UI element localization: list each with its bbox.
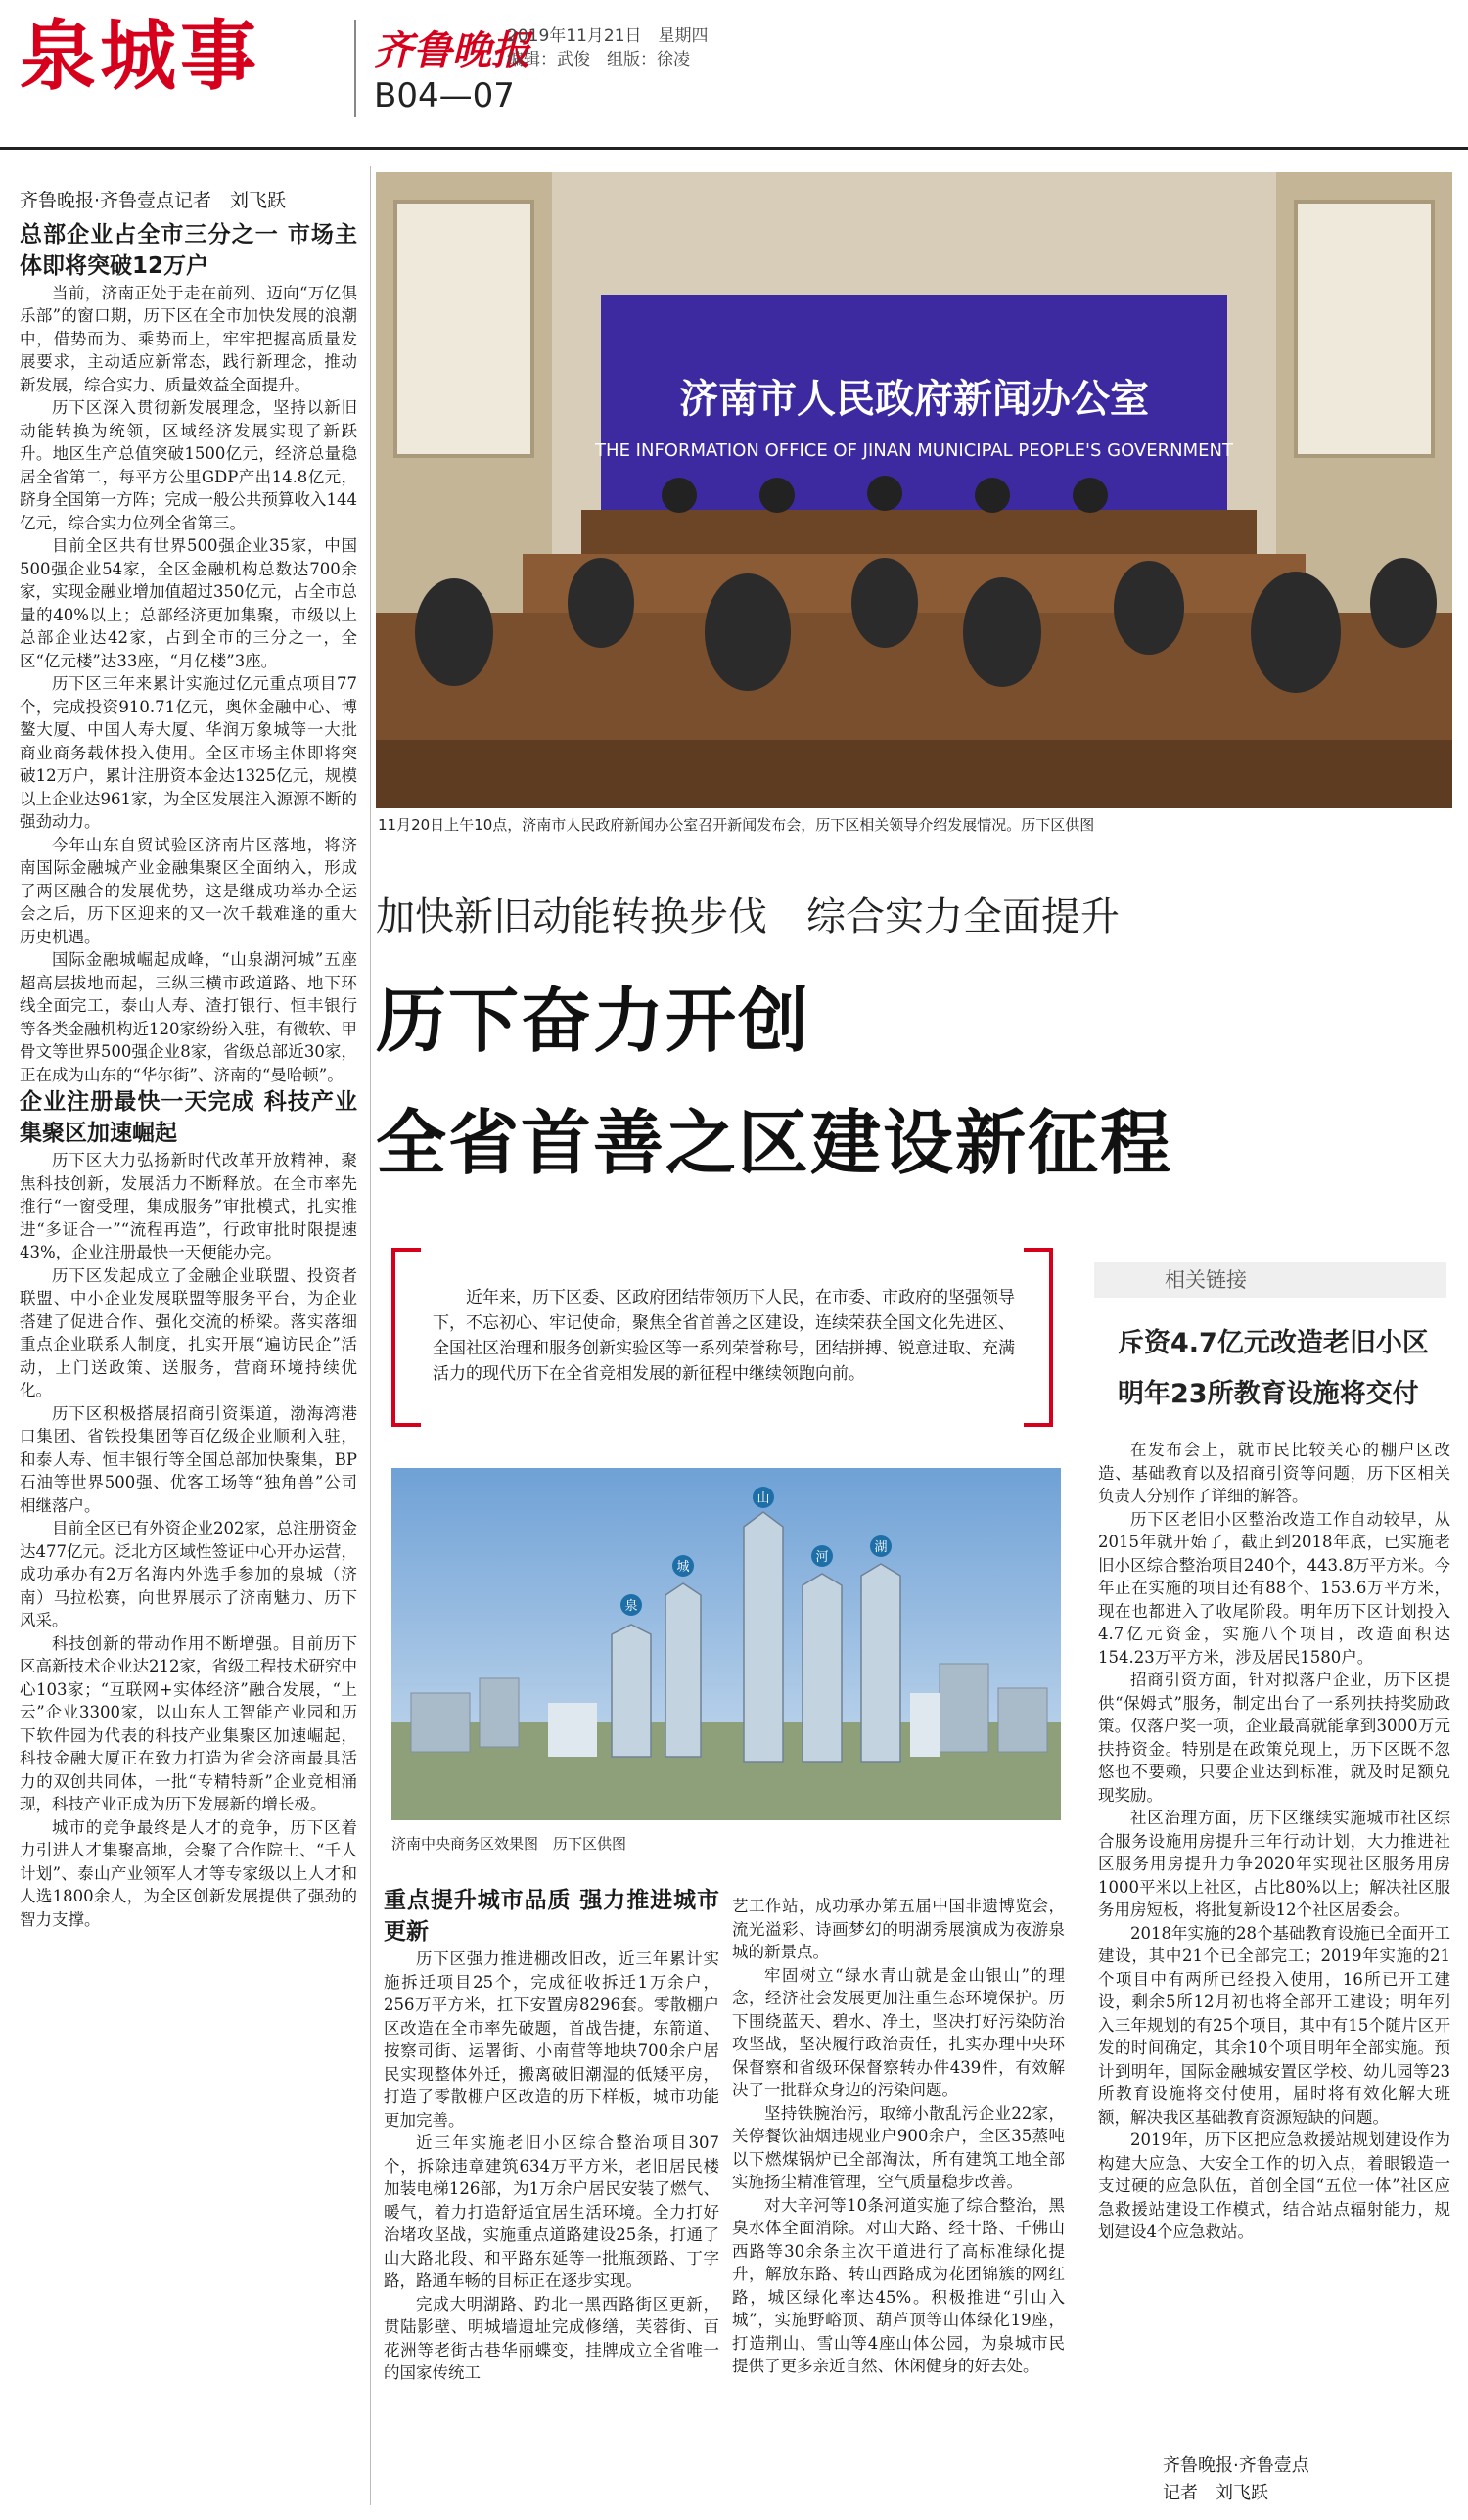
page-number: B04—07: [374, 76, 515, 115]
article-paragraph: 今年山东自贸试验区济南片区落地，将济南国际金融城产业金融集聚区全面纳入，形成了两区融合的发展优势，这是继成功举办全运会之后，历下区迎来的又一次千载难逢的重大历史机遇。: [20, 835, 357, 946]
masthead-rule: [0, 147, 1468, 150]
lead-bracket-right: [1024, 1248, 1053, 1427]
cbd-photo-caption: 济南中央商务区效果图 历下区供图: [391, 1835, 627, 1853]
issue-date: 2019年11月21日 星期四: [507, 26, 709, 46]
signature-outlet: 齐鲁晚报·齐鲁壹点: [1163, 2455, 1309, 2476]
left-subhead-2: 企业注册最快一天完成 科技产业集聚区加速崛起: [20, 1089, 357, 1146]
article-paragraph: 对大辛河等10条河道实施了综合整治，黑臭水体全面消除。对山大路、经十路、千佛山西路等30余条主次干道进行了高标准绿化提升，解放东路、转山西路成为花团锦簇的网红路，城区绿化率达45%。积极推进“引山入城”，实施野峪顶、葫芦顶等山体绿化19座，打造荆山、雪山等4座山体公园，为泉城市民提供了更多亲近自然、休闲健身的好去处。: [732, 2195, 1065, 2375]
banner-subtitle: THE INFORMATION OFFICE OF JINAN MUNICIPAL PEOPLE'S GOVERNMENT: [595, 440, 1233, 461]
article-paragraph: 国际金融城崛起成峰，“山泉湖河城”五座超高层拔地而起，三纵三横市政道路、地下环线全面完工，泰山人寿、渣打银行、恒丰银行等各类金融机构近120家纷纷入驻，有微软、甲骨文等世界500强企业8家，省级总部近30家，正在成为山东的“华尔街”、济南的“曼哈顿”。: [20, 950, 357, 1084]
editor-credits: 编辑：武俊 组版：徐凌: [507, 50, 690, 69]
article-paragraph: 历下区深入贯彻新发展理念，坚持以新旧动能转换为统领，区域经济发展实现了新跃升。地区生产总值突破1500亿元，经济总量稳居全省第二，每平方公里GDP产出14.8亿元，跻身全国第一方阵；完成一般公共预算收入144亿元，综合实力位列全省第三。: [20, 398, 357, 532]
article-paragraph: 历下区老旧小区整治改造工作自动较早，从2015年就开始了，截止到2018年底，已实施老旧小区综合整治项目240个，443.8万平方米。今年正在实施的项目还有88个、153.6万平方米，现在也都进入了收尾阶段。明年历下区计划投入4.7亿元资金，实施八个项目，改造面积达154.23万平方米，涉及居民1580户。: [1098, 1509, 1450, 1667]
article-paragraph: 历下区积极搭展招商引资渠道，渤海湾港口集团、省铁投集团等百亿级企业顺利入驻，和泰人寿、恒丰银行等全国总部加快聚集，BP石油等世界500强、优客工场等“独角兽”公司相继落户。: [20, 1403, 357, 1515]
article-paragraph: 招商引资方面，针对拟落户企业，历下区提供“保姆式”服务，制定出台了一系列扶持奖励政策。仅落户奖一项，企业最高就能拿到3000万元扶持资金。特别是在政策兑现上，历下区既不忽悠也不要赖，只要企业达到标准，就及时足额兑现奖励。: [1098, 1671, 1450, 1805]
tower-label: 湖: [874, 1540, 888, 1555]
article-paragraph: 社区治理方面，历下区继续实施城市社区综合服务设施用房提升三年行动计划，大力推进社区服务用房提升力争2020年实现社区服务用房1000平米以上社区，占比80%以上；解决社区服务用房短板，将批复新设12个社区居委会。: [1098, 1809, 1450, 1919]
article-paragraph: 艺工作站，成功承办第五届中国非遗博览会，流光溢彩、诗画梦幻的明湖秀展演成为夜游泉城的新景点。: [732, 1897, 1065, 1961]
cbd-rendering-photo: [391, 1468, 1061, 1820]
article-paragraph: 2018年实施的28个基础教育设施已全面开工建设，其中21个已全部完工；2019年实施的21个项目中有两所已经投入使用，16所已开工建设，剩余5所12月初也将全部开工建设；明年列入三年规划的有25个项目，其中有15个随片区开发的时间确定，其余10个项目明年全部实施。预计到明年，国际金融城安置区学校、幼儿园等23所教育设施将交付使用，届时将有效化解大班额，解决我区基础教育资源短缺的问题。: [1098, 1923, 1450, 2127]
article-paragraph: 当前，济南正处于走在前列、迈向“万亿俱乐部”的窗口期，历下区在全市加快发展的浪潮中，借势而为、乘势而上，牢牢把握高质量发展要求，主动适应新常态，践行新理念，推动新发展，综合实力、质量效益全面提升。: [20, 283, 357, 394]
lead-bracket-left: [391, 1248, 421, 1427]
byline: 齐鲁晚报·齐鲁壹点记者 刘飞跃: [20, 190, 287, 211]
section-title: 泉城事: [20, 13, 261, 101]
column-divider: [370, 166, 371, 2505]
headline-line-2: 全省首善之区建设新征程: [376, 1102, 1173, 1184]
middle-subhead: 重点提升城市品质 强力推进城市更新: [384, 1888, 719, 1945]
article-paragraph: 历下区发起成立了金融企业联盟、投资者联盟、中小企业发展联盟等服务平台，为企业搭建了促进合作、强化交流的桥梁。落实落细重点企业联系人制度，扎实开展“遍访民企”活动，上门送政策、送服务，营商环境持续优化。: [20, 1265, 357, 1399]
tower-label: 泉: [624, 1599, 638, 1614]
lead-box: [391, 1248, 1053, 1424]
cbd-skyline-illustration: [391, 1468, 1061, 1820]
signature-reporter: 记者 刘飞跃: [1163, 2483, 1268, 2503]
related-column: [1098, 1439, 1450, 2437]
tower-label: 城: [676, 1560, 690, 1575]
article-paragraph: 城市的竞争最终是人才的竞争，历下区着力引进人才集聚高地，会聚了合作院士、“千人计划”、泰山产业领军人才等专家级以上人才和人选1800余人，为全区创新发展提供了强劲的智力支撑。: [20, 1817, 357, 1929]
press-photo-caption: 11月20日上午10点，济南市人民政府新闻办公室召开新闻发布会，历下区相关领导介绍发展情况。历下区供图: [378, 816, 1095, 834]
article-paragraph: 目前全区共有世界500强企业35家，中国500强企业54家，全区金融机构总数达700余家，实现金融业增加值超过350亿元，占全市总量的40%以上；总部经济更加集聚，市级以上总部企业达42家，占到全市的三分之一，全区“亿元楼”达33座，“月亿楼”3座。: [20, 536, 357, 670]
article-paragraph: 牢固树立“绿水青山就是金山银山”的理念，经济社会发展更加注重生态环境保护。历下围绕蓝天、碧水、净土，坚决打好污染防治攻坚战，坚决履行政治责任，扎实办理中央环保督察和省级环保督察转办件439件，有效解决了一批群众身边的污染问题。: [732, 1965, 1065, 2099]
related-links-label: 相关链接: [1094, 1262, 1446, 1298]
article-paragraph: 坚持铁腕治污，取缔小散乱污企业22家，关停餐饮油烟违规业户900余户，全区35蒸吨以下燃煤锅炉已全部淘汰，所有建筑工地全部实施扬尘精准管理，空气质量稳步改善。: [732, 2103, 1065, 2191]
press-conference-photo: [376, 172, 1452, 808]
article-paragraph: 完成大明湖路、趵北一黑西路街区更新，贯陆影壁、明城墙遗址完成修缮，芙蓉街、百花洲等老街古巷华丽蝶变，挂牌成立全省唯一的国家传统工: [384, 2294, 719, 2382]
press-conference-illustration: [376, 172, 1452, 808]
tower-label: 河: [815, 1550, 829, 1565]
headline-line-1: 历下奋力开创: [376, 980, 811, 1062]
middle-column-1: [384, 1877, 719, 2503]
middle-column-2: [732, 1895, 1065, 2503]
article-paragraph: 历下区三年来累计实施过亿元重点项目77个，完成投资910.71亿元，奥体金融中心、博鳌大厦、中国人寿大厦、华润万象城等一大批商业商务载体投入使用。全区市场主体即将突破12万户，累计注册资本金达1325亿元，规模以上企业达961家，为全区发展注入源源不断的强劲动力。: [20, 674, 357, 831]
related-title-1: 斥资4.7亿元改造老旧小区: [1118, 1328, 1429, 1358]
article-paragraph: 科技创新的带动作用不断增强。目前历下区高新技术企业达212家，省级工程技术研究中心103家；“互联网+实体经济”融合发展，“上云”企业3300家，以山东人工智能产业园和历下软件园为代表的科技产业集聚区加速崛起，科技金融大厦正在致力打造为省会济南最具活力的双创共同体，一批“专精特新”企业竞相涌现，科技产业正成为历下发展新的增长极。: [20, 1633, 357, 1813]
headline-kicker: 加快新旧动能转换步伐 综合实力全面提升: [376, 894, 1120, 939]
article-paragraph: 2019年，历下区把应急救援站规划建设作为构建大应急、大安全工作的切入点，着眼锻造一支过硬的应急队伍，首创全国“五位一体”社区应急救援站建设工作模式，结合站点辐射能力，规划建设4个应急救站。: [1098, 2131, 1450, 2241]
left-column: [20, 172, 357, 2511]
newspaper-logo: 齐鲁晚报: [374, 27, 530, 73]
article-paragraph: 在发布会上，就市民比较关心的棚户区改造、基础教育以及招商引资等问题，历下区相关负责人分别作了详细的解答。: [1098, 1441, 1450, 1505]
banner-title: 济南市人民政府新闻办公室: [679, 377, 1149, 422]
tower-label: 山: [757, 1491, 770, 1506]
article-paragraph: 历下区强力推进棚改旧改，近三年累计实施拆迁项目25个，完成征收拆迁1万余户，256万平方米，扛下安置房8296套。零散棚户区改造在全市率先破题，首战告捷，东箭道、按察司街、运署街、小南营等地块700余户居民实现整体外迁，搬离破旧潮湿的低矮平房，打造了零散棚户区改造的历下样板，城市功能更加完善。: [384, 1949, 719, 2130]
left-subhead-1: 总部企业占全市三分之一 市场主体即将突破12万户: [20, 221, 357, 279]
lead-text: 近年来，历下区委、区政府团结带领历下人民，在市委、市政府的坚强领导下，不忘初心、牢记使命，聚焦全省首善之区建设，连续荣获全国文化先进区、全国社区治理和服务创新实验区等一系列荣誉称号，团结拼搏、锐意进取、充满活力的现代历下在全省竞相发展的新征程中继续领跑向前。: [433, 1288, 1015, 1384]
masthead-divider: [354, 20, 356, 117]
article-paragraph: 近三年实施老旧小区综合整治项目307个，拆除违章建筑634万平方米，老旧居民楼加装电梯126部，为1万余户居民安装了燃气、暖气，着力打造舒适宜居生活环境。全力打好治堵攻坚战，实施重点道路建设25条，打通了山大路北段、和平路东延等一批瓶颈路、丁字路，路通车畅的目标正在逐步实现。: [384, 2133, 719, 2290]
article-paragraph: 目前全区已有外资企业202家，总注册资金达477亿元。泛北方区域性签证中心开办运营，成功承办有2万名海内外选手参加的泉城（济南）马拉松赛，向世界展示了济南魅力、历下风采。: [20, 1519, 357, 1629]
related-title-2: 明年23所教育设施将交付: [1118, 1379, 1419, 1409]
article-paragraph: 历下区大力弘扬新时代改革开放精神，聚焦科技创新，发展活力不断释放。在全市率先推行“一窗受理，集成服务”审批模式，扎实推进“多证合一”“流程再造”，行政审批时限提速43%，企业注册最快一天便能办完。: [20, 1151, 357, 1261]
